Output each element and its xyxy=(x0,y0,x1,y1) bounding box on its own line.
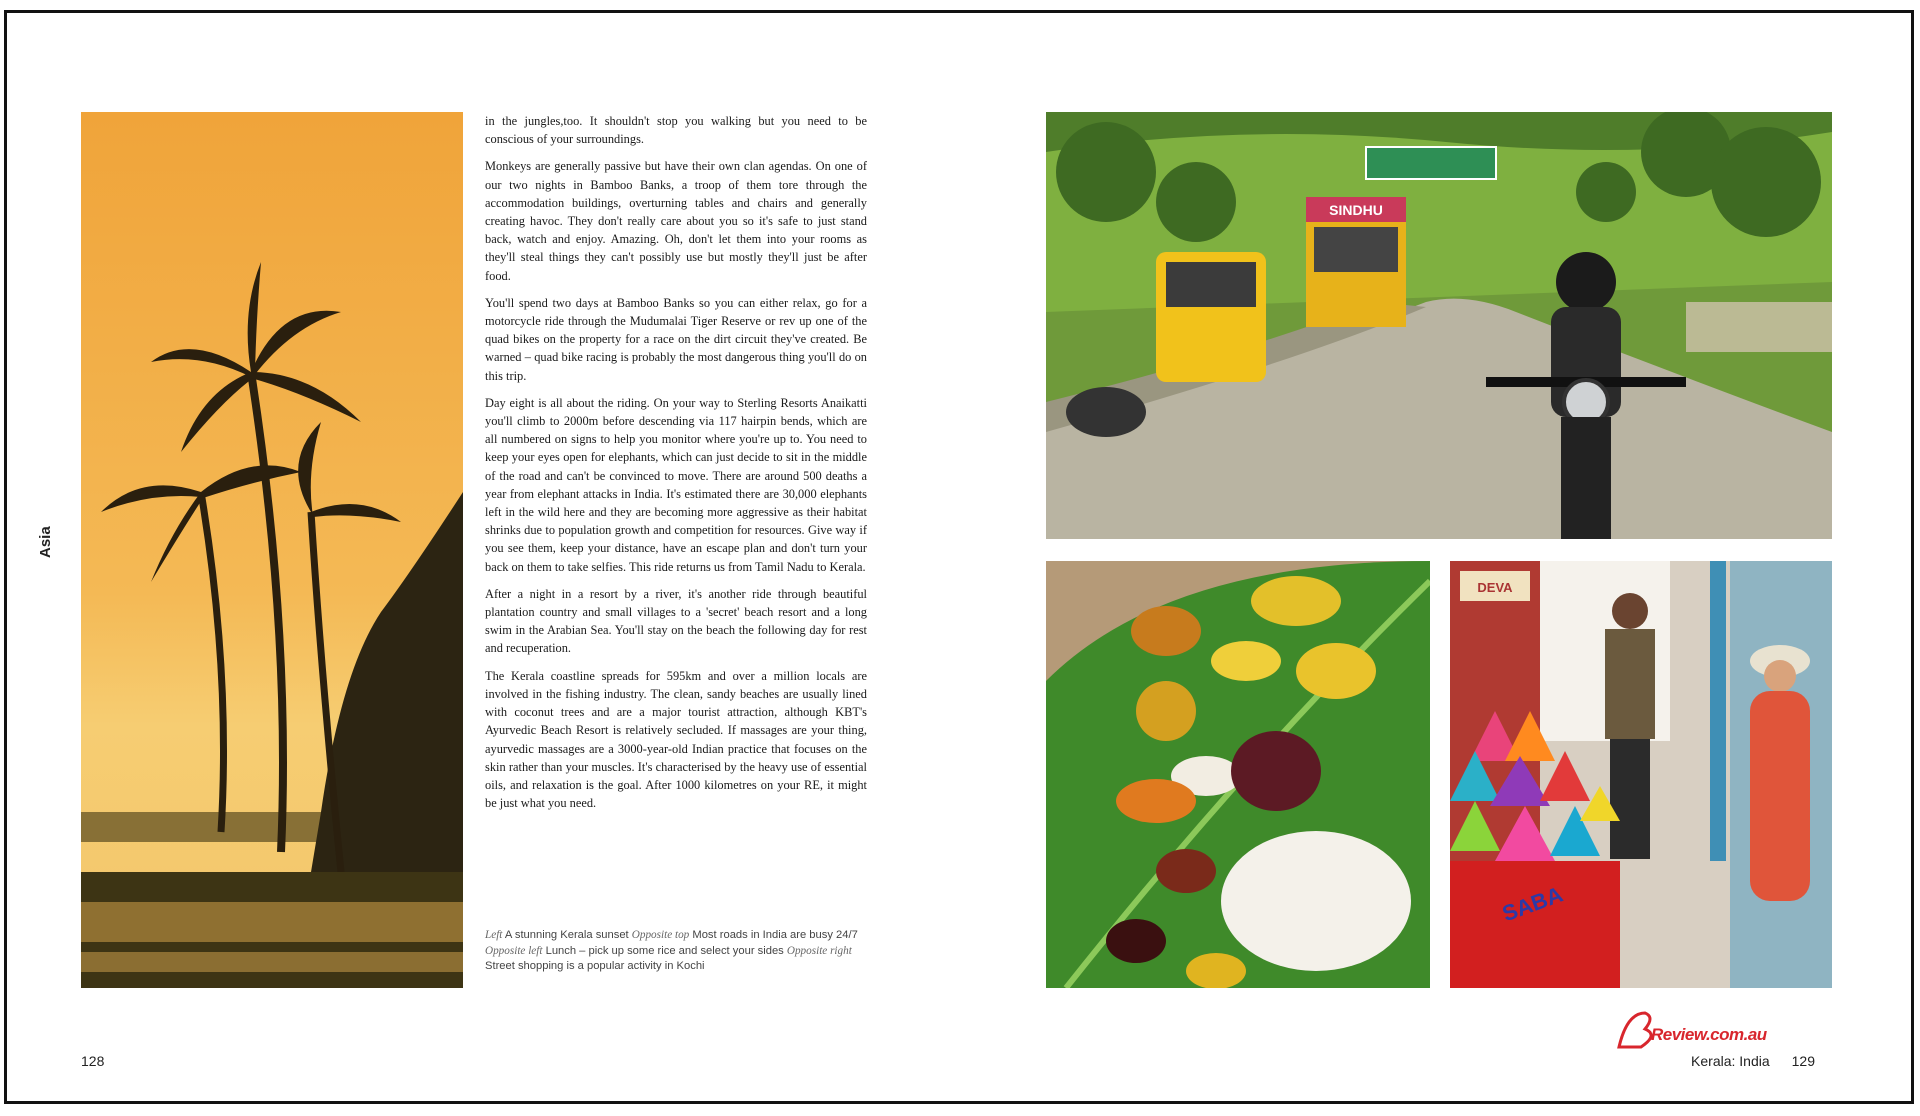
street-shopping-photo xyxy=(1450,561,1832,988)
caption-text: Lunch – pick up some rice and select your sides xyxy=(542,944,787,957)
stall-banner-text: SABA xyxy=(1498,881,1567,927)
caption-label: Left xyxy=(485,929,503,941)
photo-caption xyxy=(485,928,867,975)
bus-sign-text: SINDHU xyxy=(1329,202,1383,218)
motorcycle-road-photo xyxy=(1046,112,1832,539)
caption-text: Street shopping is a popular activity in Kochi xyxy=(485,960,705,972)
running-footer: Kerala: India xyxy=(1691,1053,1770,1069)
paragraph: Monkeys are generally passive but have their own clan agendas. On one of our two nights in Bamboo Banks, a troop of them tore through the accommodation buildings, overturning tables and chairs and generally creating havoc. They don't really care about you so it's safe to just stand back, watch and enjoy. Amazing. Oh, don't let them into your rooms as they'll steal things they can't possibly use but mostly they'll just be after food. xyxy=(485,159,867,283)
watermark-text: Review.com.au xyxy=(1651,1025,1767,1044)
caption-label: Opposite left xyxy=(485,944,543,957)
article-body xyxy=(485,112,867,821)
banana-leaf-lunch-photo xyxy=(1046,561,1430,988)
page-number-right: 129 xyxy=(1791,1053,1815,1069)
bikereview-watermark xyxy=(1615,1007,1765,1055)
section-label: Asia xyxy=(37,526,54,558)
page-number-left: 128 xyxy=(81,1053,105,1069)
caption-text: Most roads in India are busy 24/7 xyxy=(689,929,858,941)
page-footer-right xyxy=(1669,1053,1815,1069)
caption-text: A stunning Kerala sunset xyxy=(502,929,632,941)
magazine-spread xyxy=(4,10,1914,1104)
caption-label: Opposite top xyxy=(631,929,690,941)
paragraph: in the jungles,too. It shouldn't stop you walking but you need to be conscious of your surroundings. xyxy=(485,114,867,147)
paragraph: The Kerala coastline spreads for 595km and over a million locals are involved in the fishing industry. The clean, sandy beaches are usually lined with coconut trees and are a major tourist attraction, although KBT's Ayurvedic Beach Resort is relatively secluded. If massages are your thing, ayurvedic massages are a 3000-year-old Indian practice that focuses on the skin rather than your muscles. It's characterised by the heavy use of essential oils, and relaxation is the goal. After 1000 kilometres on your RE, it might be just what you need. xyxy=(485,668,867,811)
paragraph: Day eight is all about the riding. On your way to Sterling Resorts Anaikatti you'll climb to 2000m before descending via 117 hairpin bends, which are all numbered on signs to help you monitor where you're up to. You need to keep your eyes open for elephants, which can just decide to sit in the middle of the road and can't be convinced to move. There are around 500 deaths a year from elephant attacks in India. It's estimated there are 30,000 elephants left in the wild here and they are becoming more aggressive as their habitat shrinks due to population growth and competition for resources. Give way if you see them, keep your distance, have an escape plan and don't turn your back on them to take selfies. This ride returns us from Tamil Nadu to Kerala. xyxy=(485,395,867,574)
caption-label: Opposite right xyxy=(786,944,852,957)
shop-sign-text: DEVA xyxy=(1477,580,1513,595)
paragraph: You'll spend two days at Bamboo Banks so you can either relax, go for a motorcycle ride through the Mudumalai Tiger Reserve or rev up one of the quad bikes on the property for a race on the dirt circuit they've created. Be warned – quad bike racing is probably the most dangerous thing you'll do on this trip. xyxy=(485,295,867,383)
sunset-palm-photo xyxy=(81,112,463,988)
paragraph: After a night in a resort by a river, it's another ride through beautiful plantation country and small villages to a 'secret' beach resort and a long swim in the Arabian Sea. You'll stay on the beach the following day for rest and recuperation. xyxy=(485,586,867,656)
